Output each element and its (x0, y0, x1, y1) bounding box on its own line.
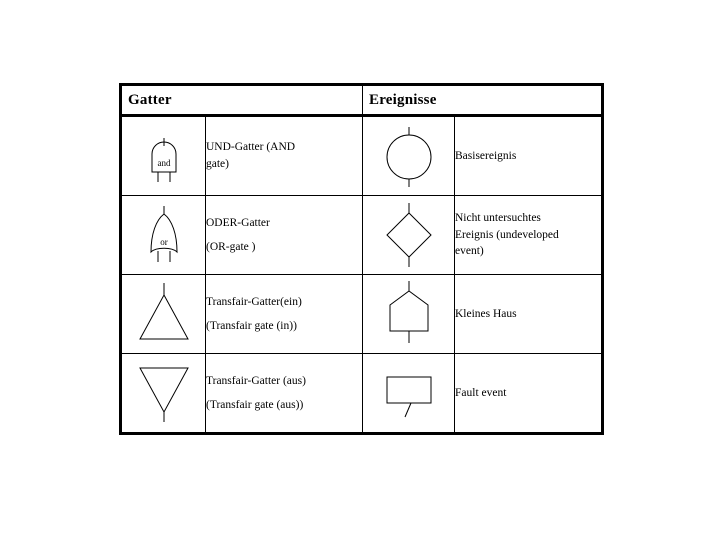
or-gate-text-line-2: (OR-gate ) (206, 240, 256, 253)
header-label-ereignisse: Ereignisse (369, 91, 437, 108)
house-event-text-line-1: Kleines Haus (455, 307, 517, 320)
table-row (121, 354, 603, 434)
fault-tree-legend-table (119, 83, 604, 435)
house-event-symbol (363, 275, 454, 353)
text-cell-fault-event (455, 354, 603, 434)
text-cell-house-event (455, 275, 603, 354)
symbol-cell-transfer-out (121, 354, 206, 434)
and-gate-text-line-2: gate) (206, 158, 229, 170)
undeveloped-event-text-line-1: Nicht untersuchtes (455, 211, 541, 224)
transfer-in-text-line-1: Transfair-Gatter(ein) (206, 295, 302, 308)
diamond-undeveloped-event-symbol (363, 196, 454, 274)
or-gate-text-line-1: ODER-Gatter (206, 216, 270, 229)
table-row (121, 275, 603, 354)
text-cell-transfer-in (206, 275, 363, 354)
symbol-cell-fault-event (363, 354, 455, 434)
header-cell-ereignisse (363, 85, 603, 116)
and-gate-symbol (122, 117, 205, 195)
basic-event-text-line-1: Basisereignis (455, 149, 517, 162)
transfer-out-triangle-down-symbol (122, 354, 205, 432)
transfer-out-text-line-1: Transfair-Gatter (aus) (206, 374, 306, 387)
and-gate-text-line-1: UND-Gatter (AND (206, 141, 296, 154)
symbol-cell-basic-event (363, 116, 455, 196)
text-cell-undeveloped-event (455, 196, 603, 275)
text-cell-or-gate (206, 196, 363, 275)
transfer-out-text-line-2: (Transfair gate (aus)) (206, 398, 304, 411)
header-cell-gatter (121, 85, 363, 116)
table-header-row (121, 85, 603, 116)
legend-table-container (119, 83, 601, 435)
text-cell-basic-event (455, 116, 603, 196)
transfer-in-triangle-up-symbol (122, 275, 205, 353)
table-row (121, 116, 603, 196)
symbol-cell-undeveloped-event (363, 196, 455, 275)
undeveloped-event-text-line-3: event) (455, 245, 484, 258)
or-gate-inner-label: or (159, 237, 168, 247)
symbol-cell-and-gate (121, 116, 206, 196)
text-cell-and-gate (206, 116, 363, 196)
header-label-gatter: Gatter (128, 91, 172, 108)
or-gate-symbol (122, 196, 205, 274)
symbol-cell-or-gate (121, 196, 206, 275)
symbol-cell-house-event (363, 275, 455, 354)
text-cell-transfer-out (206, 354, 363, 434)
transfer-in-text-line-2: (Transfair gate (in)) (206, 319, 297, 332)
symbol-cell-transfer-in (121, 275, 206, 354)
rectangle-fault-event-symbol (363, 354, 454, 432)
fault-event-text-line-1: Fault event (455, 386, 507, 399)
circle-basic-event-symbol (363, 117, 454, 195)
and-gate-inner-label: and (157, 158, 170, 168)
undeveloped-event-text-line-2: Ereignis (undeveloped (455, 228, 559, 241)
table-row (121, 196, 603, 275)
